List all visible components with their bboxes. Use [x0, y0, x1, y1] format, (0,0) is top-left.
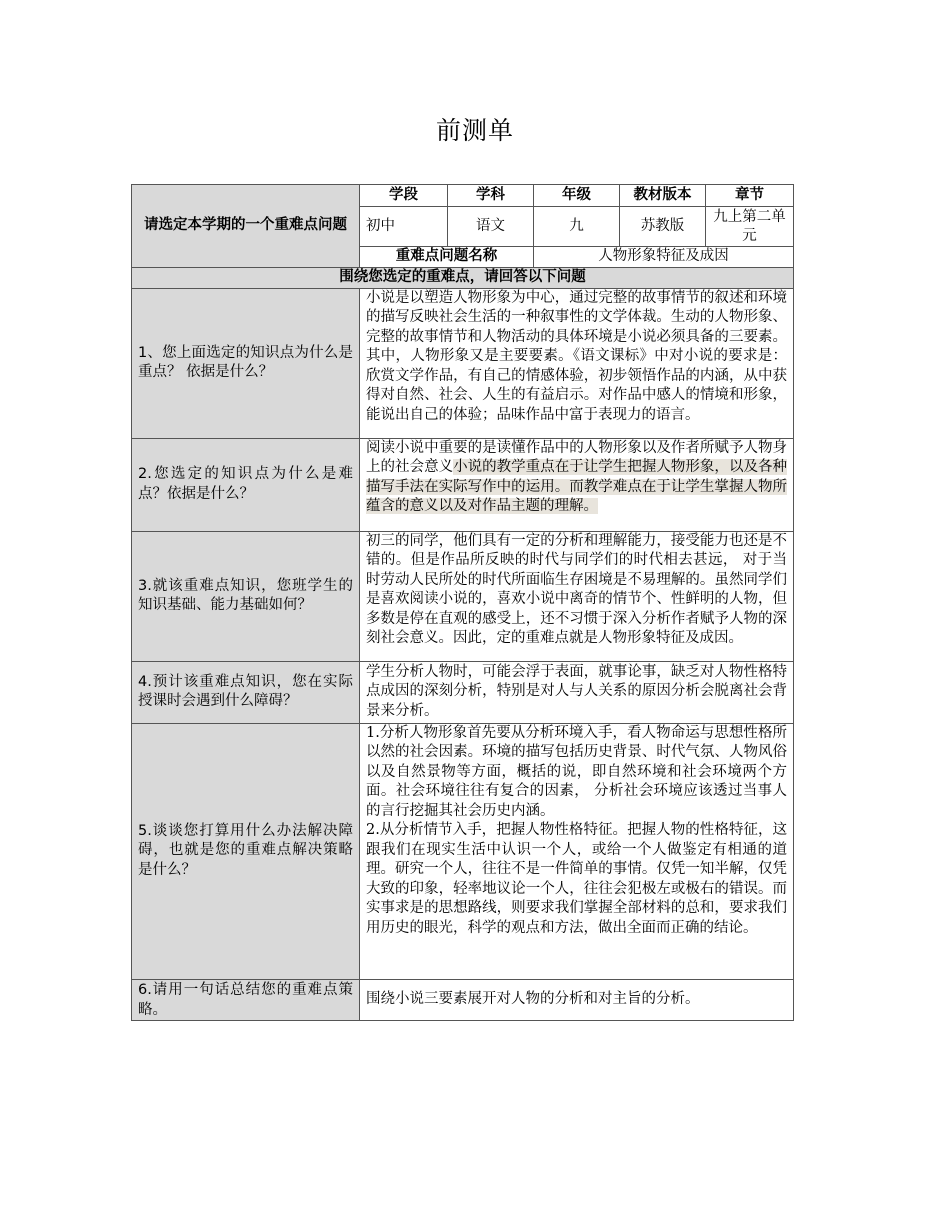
- topic-name-value: 人物形象特征及成因: [534, 247, 794, 268]
- question-2: 2.您选定的知识点为什么是难点？依据是什么？: [132, 438, 360, 531]
- topic-name-label: 重难点问题名称: [360, 247, 534, 268]
- answer-3: 初三的同学，他们具有一定的分析和理解能力，接受能力也还是不错的。但是作品所反映的时代与同学们的时代相去甚远， 对于当时劳动人民所处的时代所面临生存困境是不易理解的。虽然同学们是喜欢阅读小说的，喜欢小说中离奇的情节个、性鲜明的人物，但多数是停在直观的感受上，还不习惯于深入分析作者赋予人物的深刻社会意义。因此，定的重难点就是人物形象特征及成因。: [360, 531, 794, 661]
- col-header-grade: 年级: [534, 185, 620, 207]
- question-4: 4.预计该重难点知识，您在实际授课时会遇到什么障碍？: [132, 661, 360, 723]
- value-chapter: 九上第二单元: [706, 207, 794, 247]
- question-6: 6.请用一句话总结您的重难点策略。: [132, 979, 360, 1020]
- question-1: 1、您上面选定的知识点为什么是重点？ 依据是什么？: [132, 288, 360, 438]
- pre-test-form-table: [131, 184, 794, 1021]
- col-header-stage: 学段: [360, 185, 448, 207]
- answer-2-highlighted-text: 小说的教学重点在于让学生把握人物形象，以及各种描写手法在实际写作中的运用。而教学难点在于让学生掌握人物所蕴含的意义以及对作品主题的理解。: [366, 459, 788, 514]
- answer-4: 学生分析人物时，可能会浮于表面，就事论事，缺乏对人物性格特点成因的深刻分析，特别是对人与人关系的原因分析会脱离社会背景来分析。: [360, 661, 794, 723]
- section-title: 围绕您选定的重难点，请回答以下问题: [132, 268, 794, 289]
- page-title: 前测单: [435, 116, 514, 145]
- answer-5-point-1: 1.分析人物形象首先要从分析环境入手，看人物命运与思想性格所以然的社会因素。环境的描写包括历史背景、时代气氛、人物风俗以及自然景物等方面，概括的说，即自然环境和社会环境两个方面。社会环境往往有复合的因素， 分析社会环境应该透过当事人的言行挖掘其社会历史内涵。: [366, 724, 787, 819]
- answer-2: [360, 438, 794, 531]
- answer-5: [360, 723, 794, 979]
- answer-1: 小说是以塑造人物形象为中心，通过完整的故事情节的叙述和环境的描写反映社会生活的一种叙事性的文学体裁。生动的人物形象、完整的故事情节和人物活动的具体环境是小说必须具备的三要素。其中，人物形象又是主要要素。《语文课标》中对小说的要求是：欣赏文学作品，有自己的情感体验，初步领悟作品的内涵，从中获得对自然、社会、人生的有益启示。对作品中感人的情境和形象，能说出自己的体验；品味作品中富于表现力的语言。: [360, 288, 794, 438]
- value-textbook: 苏教版: [620, 207, 706, 247]
- question-5: [132, 723, 360, 979]
- select-topic-label: 请选定本学期的一个重难点问题: [132, 185, 360, 268]
- question-3: 3.就该重难点知识，您班学生的知识基础、能力基础如何？: [132, 531, 360, 661]
- question-5-text: 5.谈谈您打算用什么办法解决障碍，也就是您的重难点解决策略是什么？: [138, 822, 353, 878]
- value-stage: 初中: [360, 207, 448, 247]
- answer-6: 围绕小说三要素展开对人物的分析和对主旨的分析。: [360, 979, 794, 1020]
- value-subject: 语文: [448, 207, 534, 247]
- answer-2-text: 阅读小说中重要的是读懂作品中的人物形象以及作者所赋予人物身上的社会意义: [366, 439, 787, 475]
- col-header-chapter: 章节: [706, 185, 794, 207]
- answer-5-point-2: 2.从分析情节入手，把握人物性格特征。把握人物的性格特征，这跟我们在现实生活中认识一个人，或给一个人做鉴定有相通的道理。研究一个人，往往不是一件简单的事情。仅凭一知半解，仅凭大致的印象，轻率地议论一个人，往往会犯极左或极右的错误。而实事求是的思想路线，则要求我们掌握全部材料的总和，要求我们用历史的眼光，科学的观点和方法，做出全面而正确的结论。: [366, 822, 787, 936]
- value-grade: 九: [534, 207, 620, 247]
- col-header-textbook: 教材版本: [620, 185, 706, 207]
- col-header-subject: 学科: [448, 185, 534, 207]
